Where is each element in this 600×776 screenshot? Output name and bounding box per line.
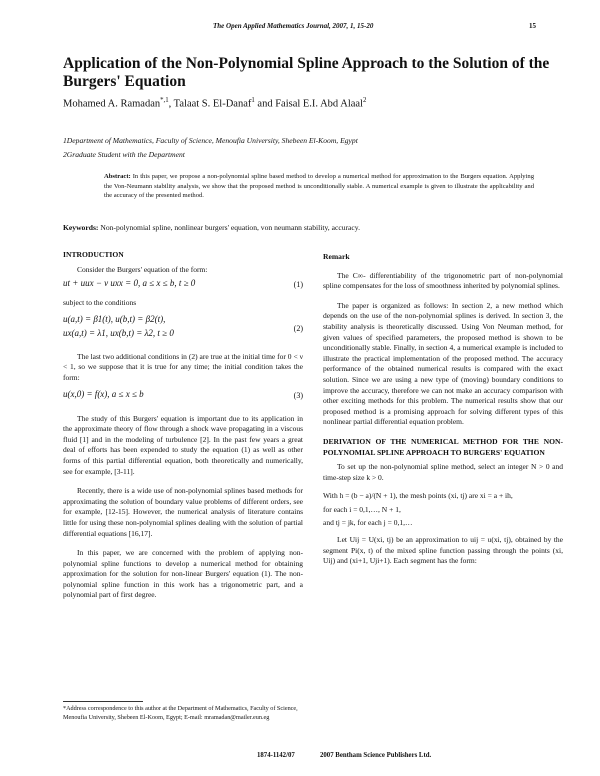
authors: Mohamed A. Ramadan$^{*,1}$, Talaat S. El-Danaf$^1$ and Faisal E.I. Abd Alaal$^2$ [63, 97, 367, 110]
equation-1-number: (1) [293, 280, 303, 290]
equation-3 [63, 389, 303, 409]
abstract-label: Abstract: [104, 173, 131, 180]
intro-paragraph-3: The last two additional conditions in (2) are true at the initial time for 0 < ν < 1, so we suppose that it is true for any time; the initial condition takes the form: [63, 351, 303, 382]
keywords [63, 223, 563, 232]
equation-3-body: u(x,0) = f(x), a ≤ x ≤ b [63, 388, 144, 399]
left-column [63, 250, 303, 601]
intro-paragraph-1: Consider the Burgers' equation of the form: [77, 264, 208, 274]
keywords-label: Keywords: [63, 223, 99, 232]
affiliation-1: 1Department of Mathematics, Faculty of Science, Menoufia University, Shebeen El-Koom, Egypt [63, 136, 358, 145]
equation-2-number: (2) [293, 323, 303, 333]
equation-1-body: ut + uux − ν uxx = 0, a ≤ x ≤ b, t ≥ 0 [63, 278, 196, 289]
abstract-text: In this paper, we propose a non-polynomial spline based method to develop a numerical method for approximation to the Burgers equation. Applying the Von-Neumann stability analysis, we show that the proposed method is unconditionally stable. A numerical example is given to illustrate the applicability and the accuracy of the presented method. [104, 173, 534, 200]
right-paragraph-4: Let Uij = U(xi, tj) be an approximation to uij = u(xi, tj), obtained by the segment Pi(x, t) of the mixed spline function passing through the points (xi, Uij) and (xi+1, Uji+1). Each segment has the form: [323, 535, 563, 566]
right-paragraph-3a: With h = (b − a)/(N + 1), the mesh points (xi, tj) are xi = a + ih, [323, 491, 513, 501]
equation-2b: ux(a,t) = λ1, ux(b,t) = λ2, t ≥ 0 [63, 328, 174, 339]
intro-paragraph-2: subject to the conditions [63, 298, 137, 308]
journal-header: The Open Applied Mathematics Journal, 2007, 1, 15-20 [213, 22, 374, 30]
section-heading-introduction: INTRODUCTION [63, 250, 124, 259]
footer-code: 1874-1142/07 [257, 752, 295, 759]
intro-paragraph-5: Recently, there is a wide use of non-polynomial splines based methods for approximating the solution of boundary value problems of different orders, see for example, [12-15]. However, the numerical analysis of literature contains little for using these non-polynomial splines dealing with the solution of partial differential equations [16,17]. [63, 486, 303, 538]
remark-heading: Remark [323, 252, 350, 261]
equation-1 [63, 278, 303, 298]
intro-paragraph-4: The study of this Burgers' equation is important due to its application in the approximate theory of flow through a shock wave propagating in a viscous fluid [1] and in the modeling of turbulence [2]. In the past few years a great deal of efforts has been expended to study the equation (1) as well as other forms of this partial differential equation, both theoretically and numerically, see for example, [3-11]. [63, 413, 303, 476]
keywords-text: Non-polynomial spline, nonlinear burgers' equation, von neumann stability, accuracy. [100, 223, 360, 232]
footnote-rule [63, 701, 143, 702]
equation-2 [63, 314, 303, 348]
right-column [323, 252, 563, 567]
footer-publisher: 2007 Bentham Science Publishers Ltd. [320, 752, 432, 759]
abstract [104, 172, 534, 201]
page-number: 15 [529, 22, 536, 30]
intro-paragraph-6: In this paper, we are concerned with the problem of applying non-polynomial spline functions to develop a numerical method for obtaining approximation for the solution for non-linear Burgers' equation (1). The non-polynomial spline function in this work has a trigonometric part, and a polynomial part of first degree. [63, 548, 303, 600]
correspondence-footnote: *Address correspondence to this author at the Department of Mathematics, Faculty of Science, Menoufia University, Shebeen El-Koom, Egypt; E-mail: mramadan@mailer.eun.eg [63, 705, 298, 721]
right-paragraph-3b: for each i = 0,1,…, N + 1, [323, 504, 401, 514]
right-paragraph-1: The paper is organized as follows: In section 2, a new method which depends on the use of the non-polynomial splines is derived. In section 3, the stability analysis is theoretically discussed. Using Von Neuman method, for given values of specified parameters, the proposed method is shown to be unconditionally stable. Finally, in section 4, a numerical example is included to illustrate the practical implementation of the proposed method. The accuracy performance of the obtained numerical results is compared with the exact solution. Since we are using a new type of (moving) boundary conditions to improve the accuracy, therefore we can not make an accuracy comparison with other exciting methods for this problem. The numerical results show that our proposed method is a promising approach for solving different types of this nonlinear partial differential equation problem. [323, 300, 563, 427]
paper-title: Application of the Non-Polynomial Spline Approach to the Solution of the Burgers' Equation [63, 55, 550, 90]
equation-2a: u(a,t) = β1(t), u(b,t) = β2(t), [63, 313, 166, 324]
right-paragraph-2: To set up the non-polynomial spline method, select an integer N > 0 and time-step size k > 0. [323, 462, 563, 482]
section-heading-derivation: DERIVATION OF THE NUMERICAL METHOD FOR THE NON-POLYNOMIAL SPLINE APPROACH TO BURGERS' EQUATION [323, 436, 563, 457]
equation-3-number: (3) [293, 390, 303, 400]
remark-text: The C∞- differentiability of the trigonometric part of non-polynomial spline compensates for the loss of smoothness inherited by polynomial splines. [323, 270, 563, 291]
affiliation-2: 2Graduate Student with the Department [63, 150, 185, 159]
right-paragraph-3c: and tj = jk, for each j = 0,1,… [323, 518, 413, 528]
